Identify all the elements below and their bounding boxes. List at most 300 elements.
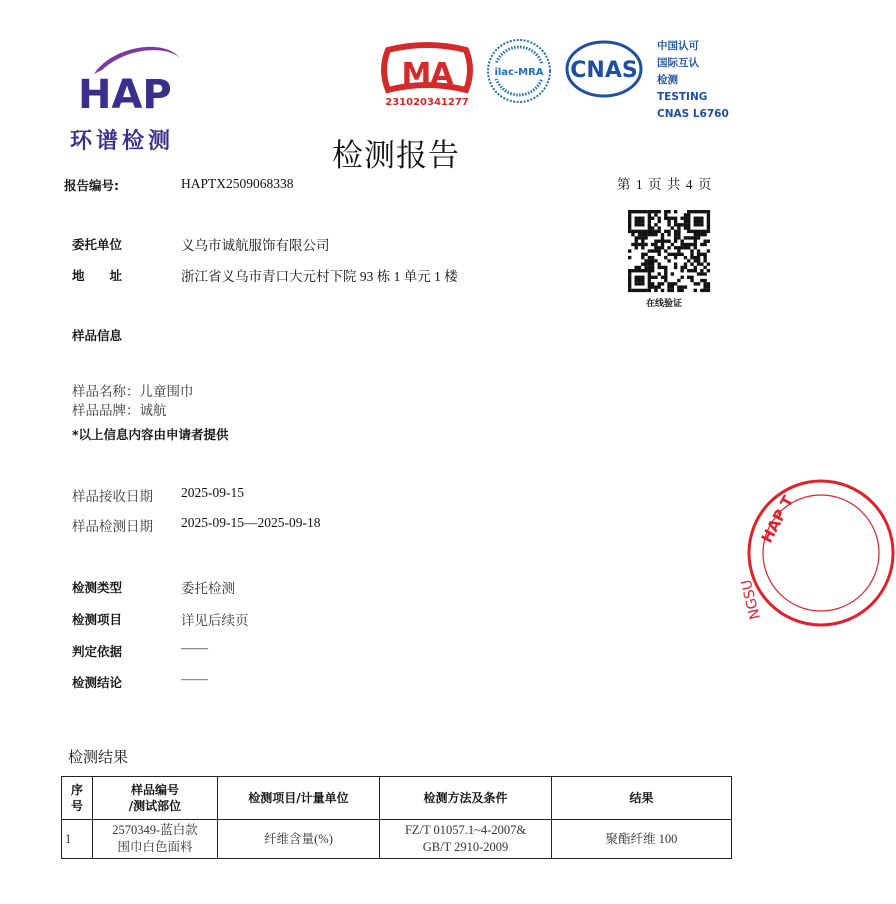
- qr-module: [641, 256, 644, 259]
- svg-text:HAP T: HAP T: [757, 492, 798, 546]
- qr-module: [674, 210, 677, 213]
- qr-module: [654, 246, 657, 249]
- qr-module: [694, 236, 697, 239]
- qr-module: [703, 289, 706, 292]
- qr-module: [654, 210, 657, 213]
- qr-module: [697, 249, 700, 252]
- qr-module: [648, 272, 651, 275]
- qr-module: [707, 262, 710, 265]
- qr-module: [667, 246, 670, 249]
- qr-module: [700, 279, 703, 282]
- qr-module: [661, 289, 664, 292]
- qr-module: [641, 289, 644, 292]
- qr-module: [667, 253, 670, 256]
- qr-module: [638, 210, 641, 213]
- qr-module: [628, 226, 631, 229]
- col-header-result: 结果: [552, 777, 732, 820]
- qr-module: [635, 230, 638, 233]
- qr-module: [658, 220, 661, 223]
- test-items-label: 检测项目: [72, 612, 123, 627]
- qr-module: [648, 259, 651, 262]
- qr-module: [690, 262, 693, 265]
- qr-module: [654, 243, 657, 246]
- qr-module: [651, 233, 654, 236]
- qr-module: [690, 236, 693, 239]
- qr-module: [694, 230, 697, 233]
- qr-module: [697, 272, 700, 275]
- qr-module: [638, 279, 641, 282]
- cma-mark: [378, 42, 476, 108]
- qr-module: [707, 223, 710, 226]
- qr-module: [694, 220, 697, 223]
- qr-module: [631, 210, 634, 213]
- qr-module: [690, 230, 693, 233]
- qr-module: [671, 289, 674, 292]
- qr-module: [707, 220, 710, 223]
- qr-module: [628, 213, 631, 216]
- qr-module: [677, 233, 680, 236]
- qr-module: [661, 276, 664, 279]
- qr-module: [641, 220, 644, 223]
- qr-module: [654, 230, 657, 233]
- qr-module: [707, 210, 710, 213]
- qr-module: [674, 262, 677, 265]
- qr-module: [707, 289, 710, 292]
- results-title: 检测结果: [68, 748, 129, 766]
- sample-name: 样品名称：儿童围巾: [72, 384, 194, 399]
- qr-module: [648, 213, 651, 216]
- qr-module: [648, 262, 651, 265]
- ilac-mra-text: ilac-MRA: [494, 67, 544, 78]
- qr-module: [671, 217, 674, 220]
- cell-line: 围巾白色面料: [117, 840, 193, 854]
- qr-module: [644, 243, 647, 246]
- qr-module: [671, 226, 674, 229]
- received-date-label: 样品接收日期: [72, 489, 153, 504]
- qr-module: [628, 289, 631, 292]
- qr-module: [667, 230, 670, 233]
- qr-module: [651, 249, 654, 252]
- qr-module: [638, 236, 641, 239]
- qr-module: [638, 266, 641, 269]
- qr-module: [644, 210, 647, 213]
- qr-module: [628, 256, 631, 259]
- qr-module: [641, 223, 644, 226]
- qr-module: [661, 243, 664, 246]
- svg-text:NGSU: NGSU: [738, 577, 764, 621]
- qr-module: [687, 210, 690, 213]
- ilac-mra-mark: [486, 38, 552, 104]
- qr-module: [628, 230, 631, 233]
- qr-module: [684, 226, 687, 229]
- cnas-accreditation-text: [657, 38, 729, 123]
- judgement-basis-label: 判定依据: [72, 644, 123, 659]
- qr-module: [677, 279, 680, 282]
- qr-module: [680, 276, 683, 279]
- qr-module: [635, 240, 638, 243]
- qr-module: [654, 233, 657, 236]
- qr-module: [658, 282, 661, 285]
- qr-module: [661, 240, 664, 243]
- qr-module: [658, 210, 661, 213]
- qr-module: [680, 246, 683, 249]
- cnas-mark-text: CNAS: [570, 58, 638, 83]
- qr-module: [654, 259, 657, 262]
- cell-sample: [93, 820, 218, 859]
- qr-module: [658, 285, 661, 288]
- qr-module: [635, 279, 638, 282]
- qr-module: [658, 266, 661, 269]
- header-line: 序: [70, 783, 83, 797]
- tested-date-label: 样品检测日期: [72, 519, 153, 534]
- qr-module: [671, 282, 674, 285]
- qr-module: [690, 256, 693, 259]
- qr-module: [677, 226, 680, 229]
- cell-result: 聚酯纤维 100: [552, 820, 732, 859]
- qr-module: [684, 223, 687, 226]
- qr-module: [707, 217, 710, 220]
- report-title: 检测报告: [332, 138, 460, 174]
- qr-module: [671, 285, 674, 288]
- qr-module: [644, 289, 647, 292]
- qr-module: [664, 272, 667, 275]
- qr-module: [638, 243, 641, 246]
- qr-module: [690, 243, 693, 246]
- qr-module: [651, 230, 654, 233]
- header-line: /测试部位: [128, 799, 182, 813]
- qr-module: [674, 230, 677, 233]
- qr-module: [677, 249, 680, 252]
- hap-logo: [72, 40, 192, 120]
- hap-logo-text: HAP: [78, 72, 172, 118]
- qr-module: [707, 285, 710, 288]
- cnas-line: 国际互认: [657, 57, 699, 69]
- qr-module: [697, 259, 700, 262]
- qr-module: [628, 285, 631, 288]
- qr-module: [667, 259, 670, 262]
- qr-module: [687, 230, 690, 233]
- client-address-label: 地 址: [72, 268, 123, 283]
- qr-module: [654, 285, 657, 288]
- qr-module: [641, 282, 644, 285]
- qr-module: [648, 269, 651, 272]
- received-date: 2025-09-15: [181, 485, 244, 500]
- qr-module: [703, 210, 706, 213]
- qr-module: [635, 266, 638, 269]
- qr-module: [687, 220, 690, 223]
- qr-module: [700, 230, 703, 233]
- qr-module: [690, 249, 693, 252]
- qr-module: [667, 217, 670, 220]
- qr-module: [664, 269, 667, 272]
- qr-module: [700, 272, 703, 275]
- qr-module: [648, 226, 651, 229]
- qr-module: [628, 282, 631, 285]
- qr-module: [658, 230, 661, 233]
- qr-module: [651, 210, 654, 213]
- qr-module: [628, 279, 631, 282]
- qr-module: [694, 282, 697, 285]
- qr-module: [684, 236, 687, 239]
- qr-module: [707, 249, 710, 252]
- qr-module: [635, 276, 638, 279]
- cell-no: 1: [62, 820, 93, 859]
- client-unit-label: 委托单位: [72, 237, 123, 252]
- qr-module: [644, 266, 647, 269]
- test-conclusion-label: 检测结论: [72, 675, 123, 690]
- qr-module: [687, 246, 690, 249]
- qr-module: [635, 210, 638, 213]
- qr-module: [651, 259, 654, 262]
- tested-date: 2025-09-15—2025-09-18: [181, 515, 321, 530]
- qr-module: [648, 285, 651, 288]
- qr-module: [703, 253, 706, 256]
- svg-text:MA: MA: [401, 57, 453, 92]
- qr-module: [658, 272, 661, 275]
- qr-module: [654, 249, 657, 252]
- qr-module: [684, 266, 687, 269]
- qr-module: [658, 226, 661, 229]
- qr-module: [697, 253, 700, 256]
- test-type-label: 检测类型: [72, 580, 123, 595]
- qr-module: [687, 226, 690, 229]
- qr-module: [680, 266, 683, 269]
- qr-module: [651, 276, 654, 279]
- qr-module: [680, 223, 683, 226]
- qr-module: [674, 266, 677, 269]
- qr-module: [680, 269, 683, 272]
- qr-module: [658, 249, 661, 252]
- qr-module: [694, 269, 697, 272]
- qr-module: [644, 269, 647, 272]
- qr-module: [687, 276, 690, 279]
- qr-module: [661, 246, 664, 249]
- qr-module: [638, 233, 641, 236]
- qr-module: [641, 276, 644, 279]
- qr-module: [671, 253, 674, 256]
- qr-module: [635, 289, 638, 292]
- qr-module: [667, 223, 670, 226]
- qr-module: [700, 210, 703, 213]
- qr-module: [641, 210, 644, 213]
- qr-module: [674, 253, 677, 256]
- col-header-method: 检测方法及条件: [380, 777, 552, 820]
- qr-module: [661, 266, 664, 269]
- qr-module: [654, 240, 657, 243]
- qr-module: [635, 236, 638, 239]
- cell-line: GB/T 2910-2009: [422, 840, 509, 854]
- qr-module: [658, 246, 661, 249]
- qr-module: [644, 253, 647, 256]
- qr-module: [648, 223, 651, 226]
- qr-module: [703, 285, 706, 288]
- report-number-label: 报告编号:: [64, 178, 119, 193]
- qr-module: [638, 220, 641, 223]
- qr-module: [700, 223, 703, 226]
- qr-module: [644, 262, 647, 265]
- qr-module: [638, 269, 641, 272]
- qr-module: [680, 217, 683, 220]
- qr-module: [694, 259, 697, 262]
- qr-module: [703, 256, 706, 259]
- qr-module: [674, 220, 677, 223]
- qr-module: [667, 220, 670, 223]
- qr-module: [664, 213, 667, 216]
- qr-module: [644, 259, 647, 262]
- qr-module: [658, 217, 661, 220]
- qr-module: [635, 243, 638, 246]
- qr-module: [703, 230, 706, 233]
- qr-module: [667, 210, 670, 213]
- qr-module: [694, 246, 697, 249]
- qr-module: [648, 266, 651, 269]
- qr-module: [707, 230, 710, 233]
- qr-module: [684, 243, 687, 246]
- qr-module: [671, 243, 674, 246]
- qr-module: [677, 236, 680, 239]
- qr-module: [641, 253, 644, 256]
- qr-module: [694, 256, 697, 259]
- qr-module: [694, 233, 697, 236]
- test-type: 委托检测: [181, 581, 235, 596]
- qr-module: [674, 240, 677, 243]
- qr-module: [664, 230, 667, 233]
- qr-module: [648, 289, 651, 292]
- qr-module: [674, 282, 677, 285]
- qr-module: [654, 213, 657, 216]
- qr-module: [651, 285, 654, 288]
- qr-module: [664, 217, 667, 220]
- qr-module: [635, 269, 638, 272]
- qr-module: [684, 220, 687, 223]
- col-header-no: [62, 777, 93, 820]
- qr-module: [661, 233, 664, 236]
- qr-module: [703, 279, 706, 282]
- cma-number: 231020341277: [385, 97, 469, 108]
- qr-module: [648, 233, 651, 236]
- qr-module: [641, 269, 644, 272]
- qr-module: [648, 217, 651, 220]
- qr-module: [700, 217, 703, 220]
- qr-module: [635, 223, 638, 226]
- qr-module: [638, 230, 641, 233]
- qr-module: [628, 269, 631, 272]
- qr-module: [684, 213, 687, 216]
- verification-qr-code[interactable]: [628, 210, 710, 292]
- qr-module: [697, 210, 700, 213]
- qr-module: [703, 233, 706, 236]
- qr-module: [651, 226, 654, 229]
- cell-item: 纤维含量(%): [218, 820, 380, 859]
- qr-module: [648, 220, 651, 223]
- qr-module: [638, 289, 641, 292]
- qr-module: [631, 269, 634, 272]
- qr-module: [690, 253, 693, 256]
- qr-module: [648, 282, 651, 285]
- qr-module: [661, 236, 664, 239]
- qr-module: [703, 259, 706, 262]
- qr-module: [687, 243, 690, 246]
- qr-module: [694, 210, 697, 213]
- cell-line: 2570349-蓝白款: [112, 823, 198, 837]
- qr-module: [697, 282, 700, 285]
- qr-module: [671, 272, 674, 275]
- qr-module: [664, 276, 667, 279]
- qr-module: [641, 236, 644, 239]
- qr-module: [651, 256, 654, 259]
- qr-module: [654, 276, 657, 279]
- qr-module: [667, 240, 670, 243]
- qr-module: [654, 289, 657, 292]
- qr-module: [628, 223, 631, 226]
- qr-module: [677, 223, 680, 226]
- qr-module: [697, 236, 700, 239]
- qr-module: [638, 217, 641, 220]
- qr-module: [684, 246, 687, 249]
- qr-module: [677, 246, 680, 249]
- qr-module: [690, 276, 693, 279]
- qr-module: [690, 279, 693, 282]
- qr-module: [694, 217, 697, 220]
- inspection-seal: [738, 478, 896, 628]
- qr-module: [674, 223, 677, 226]
- results-header-row: [62, 777, 732, 820]
- qr-module: [703, 243, 706, 246]
- cnas-mark: [564, 40, 644, 98]
- qr-module: [687, 259, 690, 262]
- qr-module: [635, 217, 638, 220]
- qr-module: [651, 266, 654, 269]
- qr-module: [684, 285, 687, 288]
- qr-module: [677, 253, 680, 256]
- qr-module: [667, 285, 670, 288]
- qr-module: [648, 249, 651, 252]
- qr-module: [667, 289, 670, 292]
- qr-module: [628, 217, 631, 220]
- qr-module: [684, 256, 687, 259]
- qr-module: [641, 230, 644, 233]
- qr-module: [700, 243, 703, 246]
- col-header-sample: [93, 777, 218, 820]
- results-table: [61, 776, 732, 859]
- qr-module: [687, 217, 690, 220]
- company-name-cn: 环谱检测: [70, 129, 175, 154]
- qr-module: [651, 243, 654, 246]
- qr-module: [680, 240, 683, 243]
- qr-module: [667, 233, 670, 236]
- cnas-line: CNAS L6760: [657, 108, 729, 120]
- qr-module: [641, 279, 644, 282]
- qr-module: [700, 233, 703, 236]
- sample-section-title: 样品信息: [72, 328, 123, 343]
- qr-module: [703, 282, 706, 285]
- qr-module: [631, 289, 634, 292]
- qr-module: [648, 210, 651, 213]
- qr-module: [700, 253, 703, 256]
- sample-note: *以上信息内容由申请者提供: [72, 427, 229, 442]
- qr-module: [694, 223, 697, 226]
- qr-module: [674, 236, 677, 239]
- qr-module: [648, 230, 651, 233]
- qr-module: [674, 256, 677, 259]
- qr-module: [707, 269, 710, 272]
- qr-module: [674, 233, 677, 236]
- qr-module: [700, 269, 703, 272]
- qr-module: [641, 240, 644, 243]
- qr-module: [700, 220, 703, 223]
- qr-module: [684, 262, 687, 265]
- qr-module: [635, 246, 638, 249]
